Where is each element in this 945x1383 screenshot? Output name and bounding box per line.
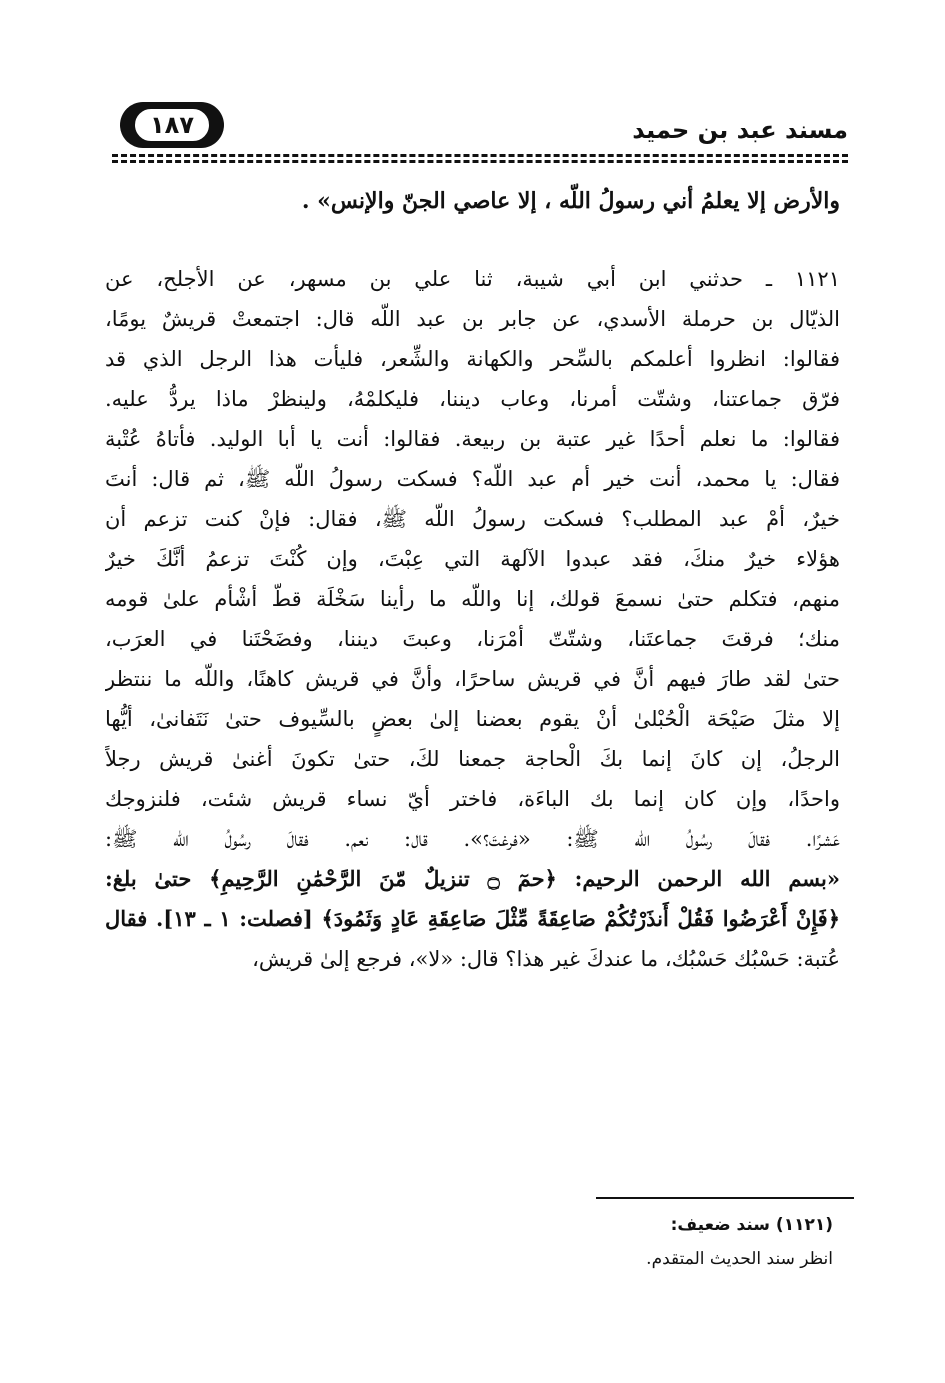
hadith-line: هؤلاء خيرٌ منكَ، فقد عبدوا الآلهة التي عِبْتَ، وإن كُنْتَ تزعمُ أنَّكَ خيرٌ bbox=[105, 547, 840, 571]
page-number-badge bbox=[120, 102, 224, 148]
quran-quote-line: ﴿فَإِنْ أَعْرَضُوا فَقُلْ أَنذَرْتُكُمْ صَاعِقَةً مِّثْلَ صَاعِقَةِ عَادٍ وَثَمُودَ﴾ [فصلت: ١ ـ ١٣]. فقال bbox=[105, 906, 840, 931]
hadith-line: إلا مثلَ صَيْحَة الْحُبْلىٰ أنْ يقوم بعضنا إلىٰ بعضٍ بالسِّيوف حتىٰ نَتَفانىٰ، أيُّها bbox=[105, 707, 840, 731]
hadith-line: واحدًا، وإن كان إنما بك الباءَة، فاختر أيّ نساء قريش شئت، فلنزوجك bbox=[105, 787, 840, 811]
footnote-text: انظر سند الحديث المتقدم. bbox=[646, 1249, 833, 1269]
hadith-line: خيرٌ، أمْ عبد المطلب؟ فسكت رسولُ اللّه ﷺ، فقال: فإنْ كنت تزعم أن bbox=[105, 507, 840, 531]
hadith-line: فقالوا: ما نعلم أحدًا غير عتبة بن ربيعة. فقالوا: أنت يا أبا الوليد. فأتاهُ عُتْبة bbox=[105, 427, 840, 451]
footnote bbox=[433, 1208, 833, 1276]
page-header bbox=[112, 102, 848, 152]
hadith-line: الرجلُ، إن كانَ إنما بكَ الْحاجة جمعنا لكَ، حتىٰ تكونَ أغنىٰ قريش رجلاً bbox=[105, 747, 840, 771]
header-divider-top bbox=[112, 154, 848, 157]
quran-quote-line: «بسم الله الرحمن الرحيم: ﴿حمٓ ۝ تنزيلٌ مّنَ الرَّحْمَٰنِ الرَّحِيمِ﴾ حتىٰ بلغ: bbox=[105, 866, 840, 891]
hadith-line: فقالوا: انظروا أعلمكم بالسِّحر والكهانة والشِّعر، فليأت هذا الرجل الذي قد bbox=[105, 347, 840, 371]
hadith-line: فرّق جماعتنا، وشتّت أمرنا، وعاب ديننا، فليكلمْهُ، ولينظرْ ماذا يردُّ عليه. bbox=[105, 387, 840, 411]
book-title: مسند عبد بن حميد bbox=[632, 116, 848, 144]
hadith-line: حتىٰ لقد طارَ فيهم أنَّ في قريش ساحرًا، وأنَّ في قريش كاهنًا، واللّه ما ننتظر bbox=[105, 667, 840, 691]
page-number: ١٨٧ bbox=[134, 108, 210, 142]
hadith-line: منك؛ فرقتَ جماعتَنا، وشتّتّ أمْرَنا، وعبتَ ديننا، وفضَحْتَنا في العرَب، bbox=[105, 627, 840, 651]
hadith-line: عُتبة: حَسْبُك حَسْبُك، ما عندكَ غير هذا؟ قال: «لا»، فرجع إلىٰ قريش، bbox=[252, 947, 840, 971]
hadith-1121 bbox=[105, 259, 840, 979]
hadith-line: الذيّال بن حرملة الأسدي، عن جابر بن عبد اللّه قال: اجتمعتْ قريشٌ يومًا، bbox=[105, 307, 840, 331]
hadith-line: منهم، فتكلم حتىٰ نسمعَ قولك، إنا واللّه ما رأينا سَخْلَة قطّ أشْأم علىٰ قومه bbox=[105, 587, 840, 611]
hadith-line: ١١٢١ ـ حدثني ابن أبي شيبة، ثنا علي بن مسهر، عن الأجلح، عن bbox=[105, 267, 840, 291]
hadith-line: فقال: يا محمد، أنت خير أم عبد اللّه؟ فسكت رسولُ اللّه ﷺ، ثم قال: أنتَ bbox=[105, 467, 840, 491]
continuation-text bbox=[105, 178, 840, 224]
hadith-line: عَشرًا. فقالَ رسُولُ اللّه ﷺ: «فرغتَ؟». قال: نعم. فقالَ رسُولُ اللّه ﷺ: bbox=[105, 827, 840, 851]
footnote-heading: (١١٢١) سند ضعيف: bbox=[670, 1215, 833, 1235]
footnote-divider bbox=[596, 1197, 854, 1199]
continuation-line: والأرض إلا يعلمُ أني رسولُ اللّه ، إلا عاصي الجنّ والإنس» . bbox=[301, 188, 840, 214]
header-divider-bottom bbox=[112, 160, 848, 163]
